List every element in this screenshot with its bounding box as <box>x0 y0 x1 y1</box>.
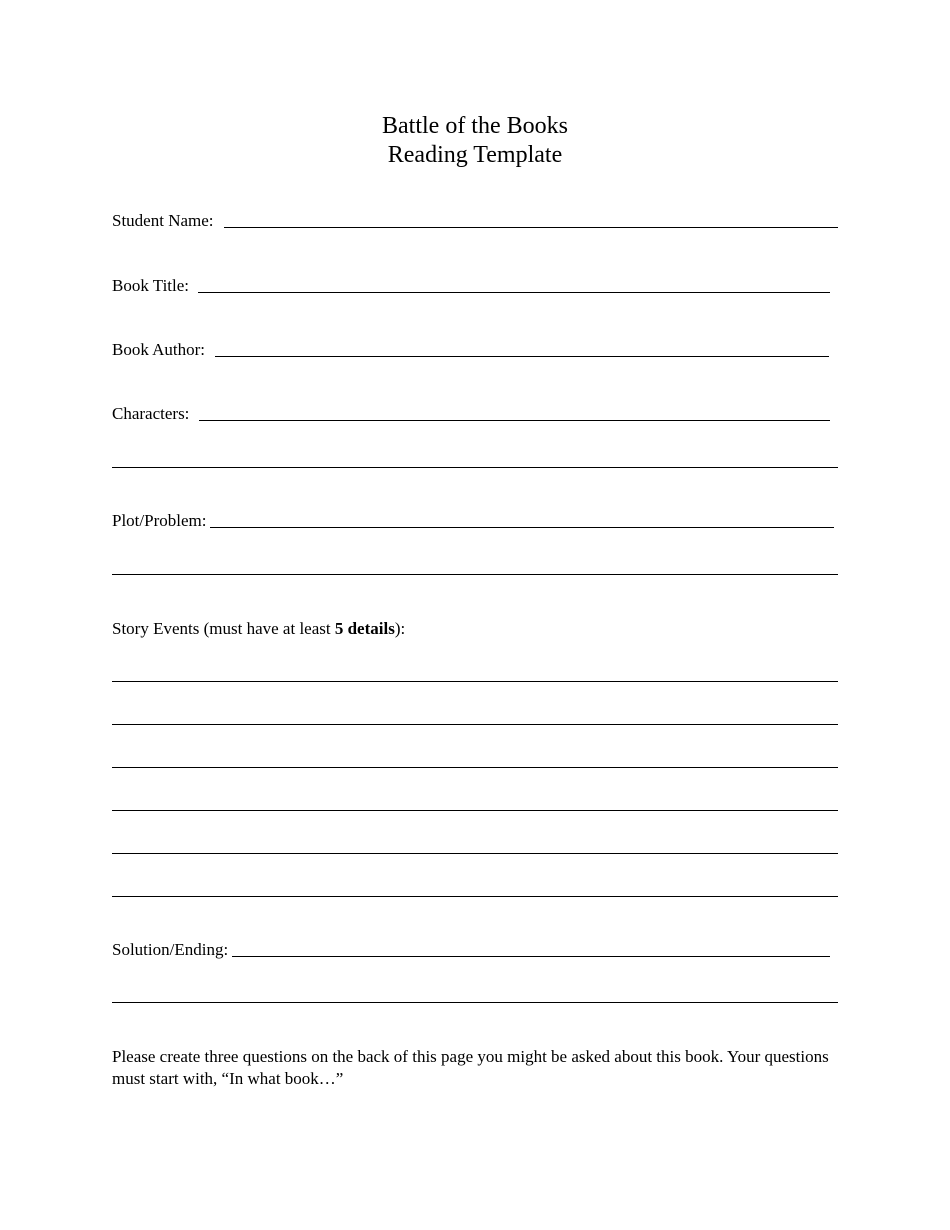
story-event-line-5[interactable] <box>112 853 838 854</box>
book-title-field[interactable] <box>112 273 830 297</box>
student-name-field[interactable] <box>112 208 838 232</box>
student-name-label: Student Name: <box>112 211 214 230</box>
characters-label: Characters: <box>112 404 190 423</box>
solution-ending-label: Solution/Ending: <box>112 940 229 959</box>
plot-problem-line-2[interactable] <box>112 574 838 575</box>
book-title-line[interactable] <box>198 292 830 293</box>
page-title: Battle of the Books <box>382 113 568 139</box>
story-events-label: Story Events (must have at least 5 details): <box>112 619 406 638</box>
characters-line[interactable] <box>199 420 830 421</box>
plot-problem-line[interactable] <box>210 527 834 528</box>
solution-ending-field[interactable] <box>112 937 830 961</box>
characters-line-2[interactable] <box>112 467 838 468</box>
solution-ending-line[interactable] <box>232 956 830 957</box>
solution-ending-line-2[interactable] <box>112 1002 838 1003</box>
story-event-line-1[interactable] <box>112 681 838 682</box>
book-title-label: Book Title: <box>112 276 190 295</box>
plot-problem-label: Plot/Problem: <box>112 511 207 530</box>
instructions-text: Please create three questions on the back of this page you might be asked about this book. Your questions must start with, “In what book…” <box>112 1047 829 1088</box>
student-name-line[interactable] <box>224 227 838 228</box>
book-author-field[interactable] <box>112 337 829 361</box>
story-event-line-6[interactable] <box>112 896 838 897</box>
book-author-line[interactable] <box>215 356 829 357</box>
book-author-label: Book Author: <box>112 340 206 359</box>
page-subtitle: Reading Template <box>387 142 563 168</box>
story-event-line-2[interactable] <box>112 724 838 725</box>
story-event-line-3[interactable] <box>112 767 838 768</box>
story-event-line-4[interactable] <box>112 810 838 811</box>
plot-problem-field[interactable] <box>112 508 834 532</box>
characters-field[interactable] <box>112 401 830 425</box>
